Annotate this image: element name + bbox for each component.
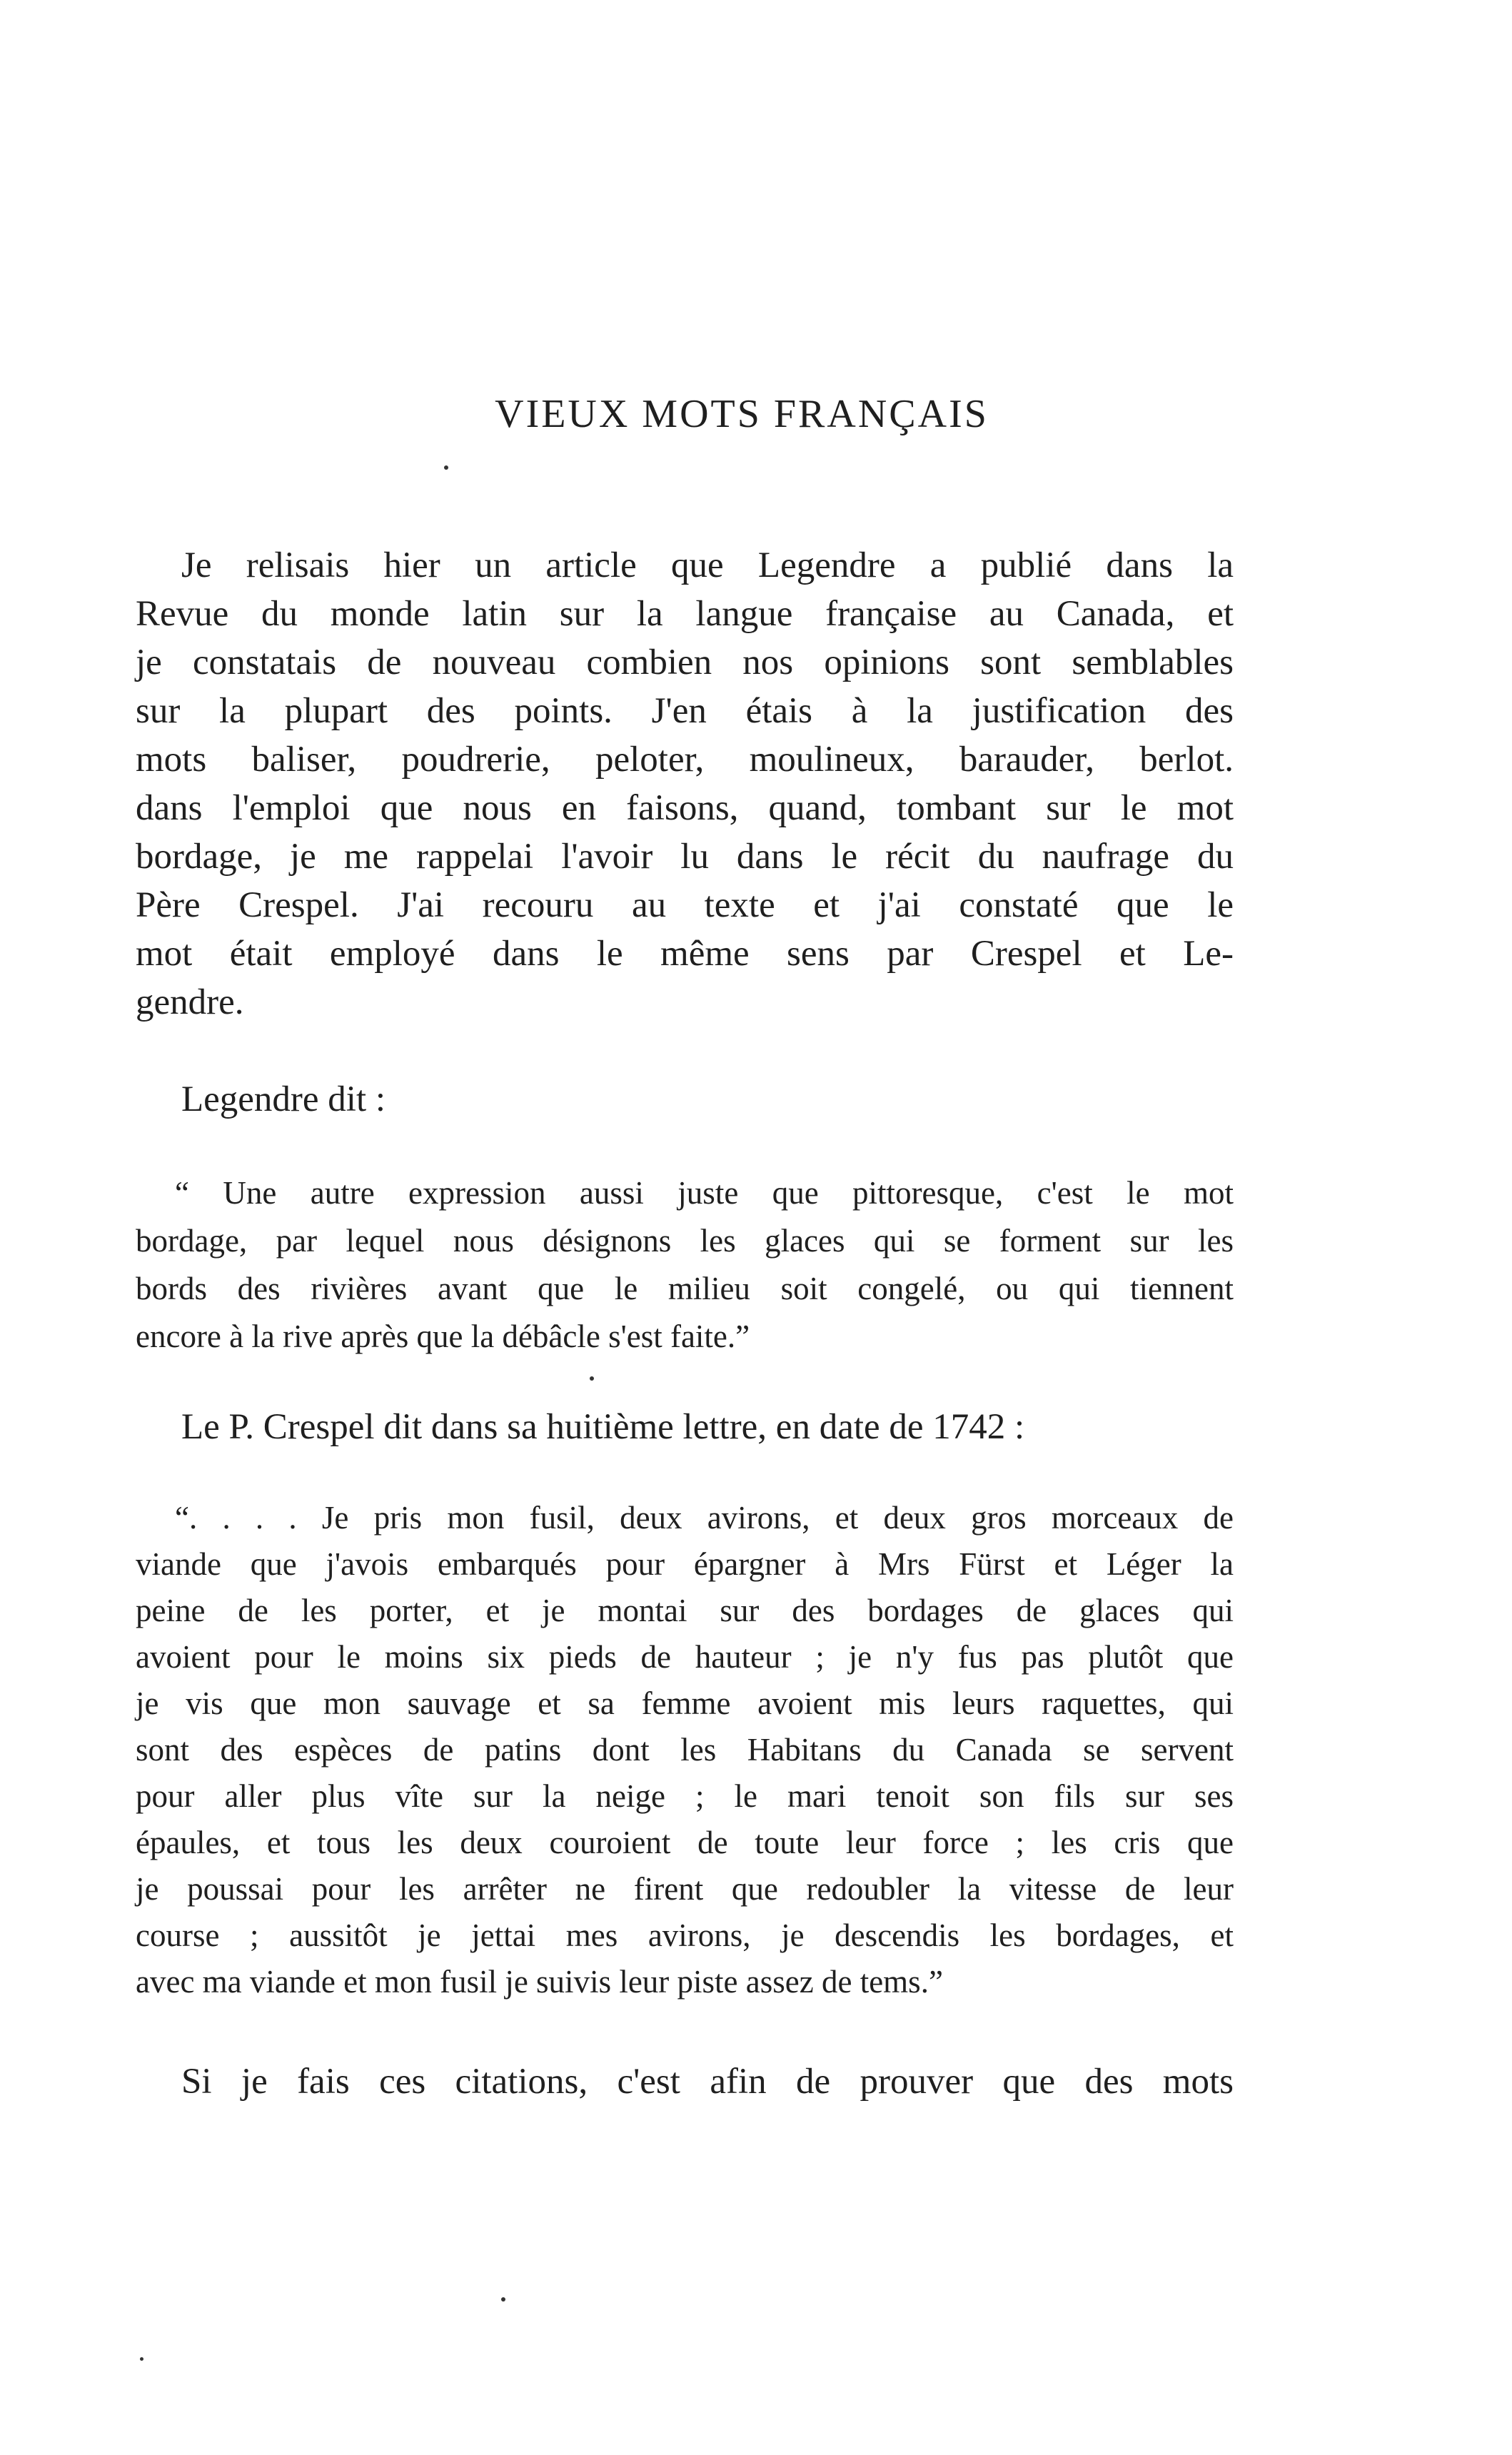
quote-line: encore à la rive après que la débâcle s'est faite.” bbox=[136, 1319, 750, 1354]
ink-speck bbox=[501, 2297, 505, 2302]
legendre-intro: Legendre dit : bbox=[181, 1079, 386, 1119]
quote-line: “. . . . Je pris mon fusil, deux avirons, et deux gros morceaux de bbox=[175, 1500, 1234, 1536]
quote-line: viande que j'avois embarqués pour épargner à Mrs Fürst et Léger la bbox=[136, 1546, 1234, 1582]
paragraph-line: gendre. bbox=[136, 982, 244, 1022]
quote-line: avec ma viande et mon fusil je suivis leur piste assez de tems.” bbox=[136, 1964, 943, 2000]
crespel-intro: Le P. Crespel dit dans sa huitième lettre, en date de 1742 : bbox=[181, 1407, 1025, 1447]
paragraph-line: dans l'emploi que nous en faisons, quand, tombant sur le mot bbox=[136, 788, 1234, 828]
paragraph-line: Revue du monde latin sur la langue française au Canada, et bbox=[136, 594, 1234, 634]
quote-line: bordage, par lequel nous désignons les glaces qui se forment sur les bbox=[136, 1223, 1234, 1259]
quote-line: je vis que mon sauvage et sa femme avoient mis leurs raquettes, qui bbox=[136, 1685, 1234, 1721]
paragraph-line: mots baliser, poudrerie, peloter, moulineux, barauder, berlot. bbox=[136, 740, 1234, 780]
quote-line: épaules, et tous les deux couroient de toute leur force ; les cris que bbox=[136, 1825, 1234, 1860]
paragraph-line: bordage, je me rappelai l'avoir lu dans le récit du naufrage du bbox=[136, 837, 1234, 877]
paragraph-line: Je relisais hier un article que Legendre a publié dans la bbox=[181, 545, 1234, 585]
quote-line: avoient pour le moins six pieds de hauteur ; je n'y fus pas plutôt que bbox=[136, 1639, 1234, 1675]
paragraph-line: Père Crespel. J'ai recouru au texte et j'ai constaté que le bbox=[136, 885, 1234, 925]
quote-line: pour aller plus vîte sur la neige ; le mari tenoit son fils sur ses bbox=[136, 1778, 1234, 1814]
ink-speck bbox=[590, 1376, 594, 1381]
page-title: VIEUX MOTS FRANÇAIS bbox=[495, 392, 989, 436]
ink-speck bbox=[444, 465, 448, 470]
paragraph-line: sur la plupart des points. J'en étais à la justification des bbox=[136, 691, 1234, 731]
ink-speck bbox=[140, 2357, 143, 2361]
quote-line: je poussai pour les arrêter ne firent que redoubler la vitesse de leur bbox=[136, 1871, 1234, 1907]
quote-line: sont des espèces de patins dont les Habitans du Canada se servent bbox=[136, 1732, 1234, 1768]
paragraph-line: mot était employé dans le même sens par Crespel et Le- bbox=[136, 934, 1234, 974]
quote-line: bords des rivières avant que le milieu soit congelé, ou qui tiennent bbox=[136, 1271, 1234, 1306]
quote-line: peine de les porter, et je montai sur des bordages de glaces qui bbox=[136, 1593, 1234, 1628]
paragraph-line: je constatais de nouveau combien nos opinions sont semblables bbox=[136, 642, 1234, 682]
quote-line: “ Une autre expression aussi juste que pittoresque, c'est le mot bbox=[175, 1175, 1234, 1211]
closing-line: Si je fais ces citations, c'est afin de prouver que des mots bbox=[181, 2062, 1234, 2102]
quote-line: course ; aussitôt je jettai mes avirons, je descendis les bordages, et bbox=[136, 1917, 1234, 1953]
